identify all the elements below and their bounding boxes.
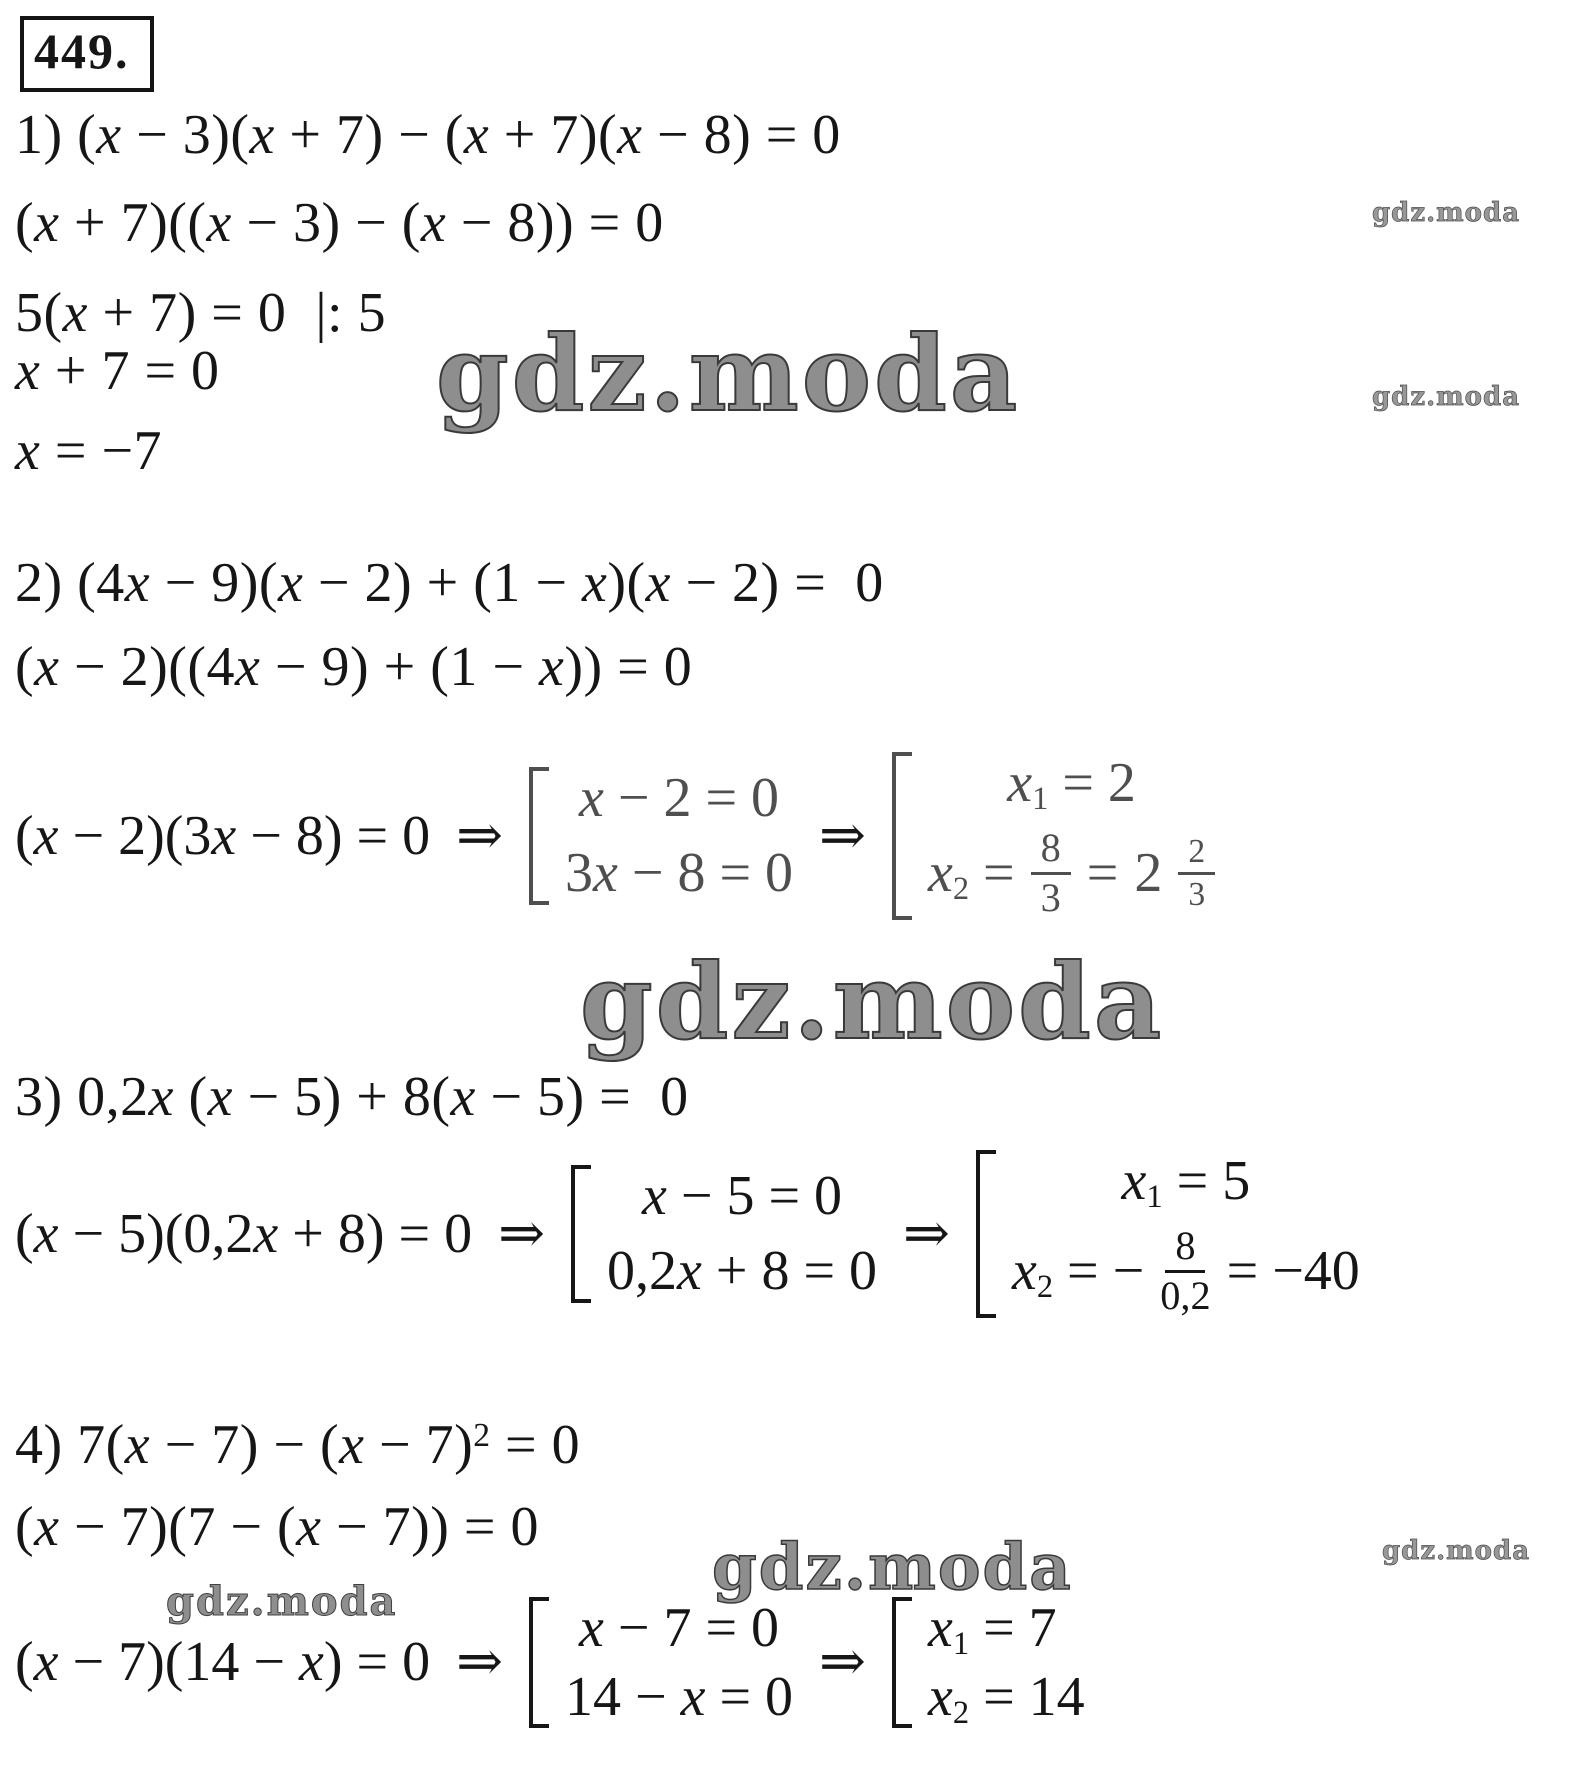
p4-case-1: x − 7 = 0 [579, 1597, 780, 1659]
left-bracket [892, 752, 912, 920]
p4-root-2: $x_2 = 14$ [927, 1665, 1085, 1731]
p3-step-1: 3) 0,2x (x − 5) + 8(x − 5) = 0 [15, 1066, 689, 1128]
fraction-numerator: 8 [1031, 827, 1071, 876]
watermark: gdz.moda [712, 1530, 1073, 1605]
implies-arrow: ⇒ [819, 1631, 866, 1694]
p2-step-1: 2) (4x − 9)(x − 2) + (1 − x)(x − 2) = 0 [15, 552, 884, 614]
problem-number-box [20, 16, 154, 92]
left-bracket [892, 1597, 912, 1728]
left-bracket [529, 767, 549, 904]
mixed-fraction [1178, 834, 1215, 913]
watermark: gdz.moda [166, 1578, 398, 1625]
fraction-denominator: 3 [1188, 876, 1206, 914]
p2-case-1: x − 2 = 0 [579, 767, 780, 830]
watermark: gdz.moda [1372, 382, 1521, 412]
implies-arrow: ⇒ [498, 1202, 545, 1265]
p3-cases-group [571, 1165, 877, 1302]
p2-factored-eq: (x − 2)(3x − 8) = 0 [15, 804, 431, 867]
fraction [1160, 1222, 1211, 1319]
p3-solution-row [15, 1150, 1360, 1318]
p3-factored-eq: (x − 5)(0,2x + 8) = 0 [15, 1202, 473, 1265]
p2-cases-group [529, 767, 793, 904]
p4-step-1: 4) $7(x - 7) - (x - 7)^2 = 0$ [15, 1414, 581, 1476]
left-bracket [976, 1150, 996, 1318]
fraction [1031, 824, 1071, 921]
p3-root-1: $x_1 = 5$ [1121, 1150, 1251, 1216]
p4-step-2: (x − 7)(7 − (x − 7)) = 0 [15, 1496, 539, 1558]
watermark: gdz.moda [436, 312, 1021, 435]
p2-root-1: $x_1 = 2$ [1007, 752, 1136, 818]
p2-solution-row [15, 752, 1215, 920]
p4-case-2: 14 − x = 0 [565, 1665, 794, 1728]
watermark: gdz.moda [580, 940, 1165, 1063]
p3-root-2-rhs: = −40 [1226, 1240, 1360, 1303]
p4-root-1: $x_1 = 7$ [927, 1597, 1057, 1663]
p1-step-3: 5(x + 7) = 0 |: 5 [15, 282, 387, 344]
p1-step-2: (x + 7)((x − 3) − (x − 8)) = 0 [15, 192, 664, 254]
fraction-denominator: 3 [1040, 875, 1061, 921]
fraction-numerator: 2 [1178, 834, 1215, 876]
p2-root-2-lhs: $x_2$ = [927, 842, 1015, 908]
left-bracket [529, 1597, 549, 1728]
p3-roots-group [976, 1150, 1360, 1318]
p2-step-2: (x − 2)((4x − 9) + (1 − x)) = 0 [15, 636, 693, 698]
implies-arrow: ⇒ [903, 1202, 950, 1265]
problem-number: 449. [34, 23, 130, 79]
fraction-numerator: 8 [1165, 1225, 1205, 1274]
left-bracket [571, 1165, 591, 1302]
watermark: gdz.moda [1372, 198, 1521, 228]
p4-cases-group [529, 1597, 793, 1728]
p2-root-2-equals: = [1086, 842, 1119, 905]
p1-step-5: x = −7 [15, 420, 163, 482]
p2-root-2 [927, 824, 1215, 921]
p1-step-1: 1) (x − 3)(x + 7) − (x + 7)(x − 8) = 0 [15, 104, 841, 166]
p2-roots-group [892, 752, 1215, 920]
p4-roots-group [892, 1597, 1085, 1731]
fraction-denominator: 0,2 [1160, 1273, 1211, 1319]
p3-case-2: 0,2x + 8 = 0 [607, 1240, 878, 1303]
p4-factored-eq: (x − 7)(14 − x) = 0 [15, 1631, 431, 1694]
p3-root-2-lhs: $x_2$ = − [1011, 1240, 1145, 1306]
p2-root-2-whole: 2 [1134, 842, 1163, 905]
implies-arrow: ⇒ [819, 804, 866, 867]
implies-arrow: ⇒ [456, 1631, 503, 1694]
implies-arrow: ⇒ [456, 804, 503, 867]
watermark: gdz.moda [1382, 1536, 1531, 1566]
p3-case-1: x − 5 = 0 [642, 1165, 843, 1228]
p1-step-4: x + 7 = 0 [15, 340, 220, 402]
p2-case-2: 3x − 8 = 0 [565, 842, 794, 905]
p3-root-2 [1011, 1222, 1360, 1319]
